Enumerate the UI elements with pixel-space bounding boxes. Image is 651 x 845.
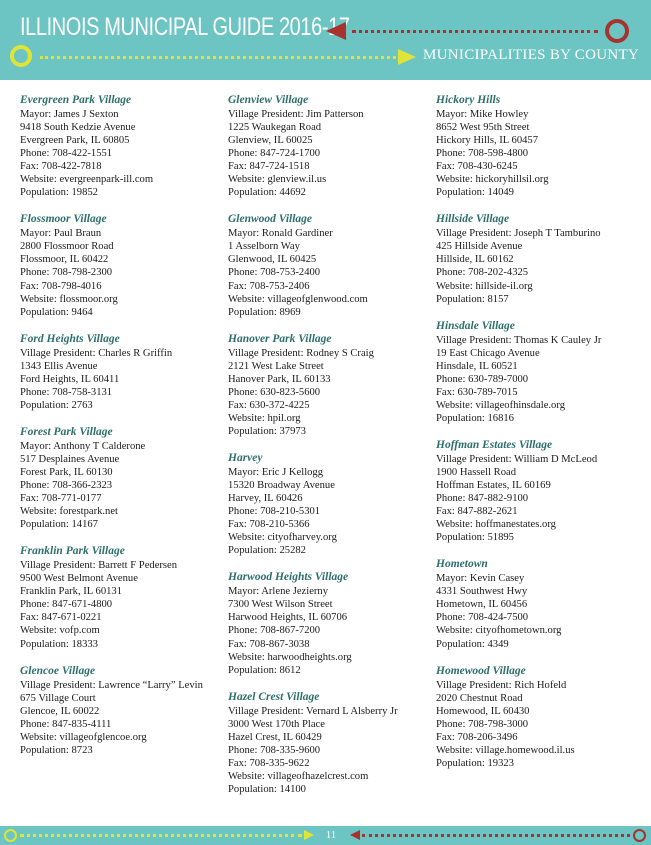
municipality-detail-line: Website: evergreenpark-ill.com [20,174,154,186]
circle-icon [10,45,32,67]
municipality-detail-line: Phone: 708-798-3000 [436,718,529,730]
municipality-detail-line: 4331 Southwest Hwy [436,586,528,598]
municipality-detail-line: Village President: Joseph T Tamburino [436,228,601,240]
municipality-detail-line: 517 Desplaines Avenue [20,453,120,465]
municipality-detail-line: Hinsdale, IL 60521 [436,360,518,372]
dotted-line-decoration [20,834,302,837]
municipality-detail-line: Hometown, IL 60456 [436,599,528,611]
municipality-detail-line: Phone: 708-366-2323 [20,480,113,492]
municipality-detail-line: Population: 18333 [20,638,98,650]
municipality-detail-line: Mayor: Paul Braun [20,228,102,240]
municipality-detail-line: Phone: 708-798-2300 [20,267,113,279]
municipality-detail-line: Website: cityofhometown.org [436,625,562,637]
municipality-detail-line: Website: forestpark.net [20,506,118,518]
municipality-detail-line: Website: cityofharvey.org [228,532,337,544]
municipality-name: Harwood Heights Village [228,571,349,584]
municipality-detail-line: Population: 8969 [228,306,301,318]
page-header [0,0,651,80]
municipality-detail-line: Phone: 708-424-7500 [436,612,529,624]
municipality-detail-line: Phone: 847-671-4800 [20,599,113,611]
municipality-detail-line: Website: villageofhazelcrest.com [228,770,369,782]
circle-icon [4,829,17,842]
municipality-detail-line: 675 Village Court [20,692,96,704]
municipality-detail-line: Fax: 708-771-0177 [20,493,102,505]
municipality-detail-line: Village President: Vernard L Alsberry Jr [228,705,398,717]
municipality-name: Evergreen Park Village [20,94,132,106]
municipality-detail-line: Hillside, IL 60162 [436,254,514,266]
municipality-detail-line: Fax: 708-422-7818 [20,161,102,173]
municipality-detail-line: Flossmoor, IL 60422 [20,254,109,266]
circle-icon [605,19,629,43]
municipality-detail-line: Population: 9464 [20,306,93,318]
municipality-detail-line: Mayor: Kevin Casey [436,573,525,585]
municipality-name: Homewood Village [436,664,526,677]
municipality-entry [436,212,636,305]
municipality-detail-line: Phone: 708-753-2400 [228,267,321,279]
municipality-entry [20,544,220,650]
municipality-name: Hillside Village [436,213,510,226]
municipality-detail-line: Website: harwoodheights.org [228,651,352,663]
municipality-detail-line: 15320 Broadway Avenue [228,480,335,492]
municipality-detail-line: Village President: Barrett F Pedersen [20,560,178,572]
municipality-name: Franklin Park Village [20,545,125,558]
municipality-detail-line: Franklin Park, IL 60131 [20,586,123,598]
municipality-name: Hometown [436,558,488,571]
page-footer [0,826,651,845]
municipality-detail-line: Ford Heights, IL 60411 [20,373,120,385]
municipality-detail-line: Population: 2763 [20,399,93,411]
municipality-detail-line: Mayor: Eric J Kellogg [228,466,324,478]
municipality-detail-line: Hoffman Estates, IL 60169 [436,480,551,492]
municipality-detail-line: Fax: 708-210-5366 [228,519,310,531]
dotted-line-decoration [40,56,396,59]
municipality-detail-line: Population: 14100 [228,783,306,795]
municipality-name: Hazel Crest Village [228,690,320,703]
municipality-detail-line: Fax: 708-335-9622 [228,757,310,769]
municipality-detail-line: Phone: 708-867-7200 [228,625,321,637]
municipality-detail-line: Village President: Lawrence “Larry” Levin [20,679,203,691]
municipality-detail-line: 1900 Hassell Road [436,466,517,478]
municipality-detail-line: Fax: 708-430-6245 [436,161,518,173]
right-arrow-icon [398,49,416,65]
municipality-entry [228,212,428,318]
page-number: 11 [325,829,337,841]
page-title: ILLINOIS MUNICIPAL GUIDE 2016-17 [20,13,350,41]
municipality-detail-line: Phone: 847-835-4111 [20,718,112,730]
municipality-entry [20,664,220,757]
municipality-detail-line: Fax: 847-671-0221 [20,612,102,624]
municipality-entry [436,319,636,425]
municipality-name: Glencoe Village [20,664,96,677]
municipality-name: Hanover Park Village [228,332,332,345]
municipality-entry [436,93,636,199]
municipality-detail-line: Evergreen Park, IL 60805 [20,135,130,147]
municipality-detail-line: Harvey, IL 60426 [228,493,303,505]
left-arrow-icon [326,22,346,40]
municipality-detail-line: 19 East Chicago Avenue [436,347,540,359]
municipality-detail-line: Hickory Hills, IL 60457 [436,135,539,147]
municipality-detail-line: Population: 4349 [436,638,509,650]
municipality-detail-line: Village President: William D McLeod [436,453,598,465]
municipality-detail-line: Homewood, IL 60430 [436,705,530,717]
municipality-name: Glenwood Village [228,213,313,226]
municipality-entry [436,438,636,544]
municipality-detail-line: Fax: 630-789-7015 [436,386,518,398]
municipality-detail-line: Phone: 708-758-3131 [20,386,113,398]
municipality-detail-line: 1225 Waukegan Road [228,122,322,134]
municipality-entry [436,557,636,650]
municipality-detail-line: Fax: 847-882-2621 [436,506,518,518]
left-arrow-icon [350,830,360,840]
municipality-detail-line: Phone: 708-335-9600 [228,744,321,756]
municipality-detail-line: Website: hillside-il.org [436,280,533,292]
municipality-detail-line: Glencoe, IL 60022 [20,705,100,717]
section-subtitle: MUNICIPALITIES BY COUNTY [423,47,640,63]
municipality-detail-line: Website: hpil.org [228,412,301,424]
municipality-detail-line: 2020 Chestnut Road [436,692,523,704]
directory-column [20,93,220,770]
municipality-detail-line: Website: hickoryhillsil.org [436,174,549,186]
dotted-line-decoration [362,834,630,837]
municipality-detail-line: Village President: Jim Patterson [228,109,364,120]
municipality-detail-line: Population: 16816 [436,412,514,424]
municipality-detail-line: Population: 51895 [436,532,514,544]
municipality-name: Forest Park Village [20,425,113,438]
municipality-detail-line: Population: 8723 [20,744,93,756]
municipality-detail-line: Population: 19852 [20,187,98,199]
right-arrow-icon [304,830,314,840]
municipality-detail-line: Population: 14167 [20,519,98,531]
municipality-detail-line: 2800 Flossmoor Road [20,241,114,253]
municipality-detail-line: Phone: 847-882-9100 [436,493,529,505]
municipality-detail-line: 7300 West Wilson Street [228,599,333,611]
municipality-detail-line: 3000 West 170th Place [228,718,325,730]
municipality-detail-line: Phone: 630-823-5600 [228,386,321,398]
municipality-entry [228,332,428,438]
municipality-entry [228,570,428,676]
municipality-detail-line: Phone: 708-422-1551 [20,148,113,160]
municipality-entry [228,690,428,796]
municipality-detail-line: Glenwood, IL 60425 [228,254,317,266]
municipality-detail-line: Mayor: Mike Howley [436,109,529,120]
municipality-name: Flossmoor Village [20,213,107,226]
municipality-detail-line: Fax: 708-753-2406 [228,280,310,292]
municipality-detail-line: Village President: Thomas K Cauley Jr [436,334,602,346]
municipality-detail-line: Forest Park, IL 60130 [20,466,113,478]
municipality-name: Hoffman Estates Village [436,438,553,451]
municipality-detail-line: Website: hoffmanestates.org [436,519,556,531]
municipality-entry [20,425,220,531]
municipality-detail-line: Population: 14049 [436,187,514,199]
municipality-detail-line: 1343 Ellis Avenue [20,360,98,372]
municipality-detail-line: Website: villageofglenwood.com [228,293,368,305]
municipality-detail-line: Website: vofp.com [20,625,100,637]
municipality-detail-line: Website: village.homewood.il.us [436,744,575,756]
municipality-detail-line: Fax: 708-206-3496 [436,731,518,743]
municipality-detail-line: Mayor: Arlene Jezierny [228,586,329,598]
municipality-detail-line: Phone: 708-598-4800 [436,148,529,160]
municipality-detail-line: Hanover Park, IL 60133 [228,373,331,385]
municipality-detail-line: Village President: Rich Hofeld [436,679,567,691]
municipality-detail-line: 1 Asselborn Way [228,241,300,253]
municipality-detail-line: Website: villageofhinsdale.org [436,399,565,411]
municipality-detail-line: Population: 19323 [436,757,514,769]
municipality-detail-line: Population: 25282 [228,545,306,557]
directory-column [228,93,428,809]
municipality-detail-line: Glenview, IL 60025 [228,135,313,147]
municipality-entry [228,451,428,557]
circle-icon [633,829,646,842]
municipality-detail-line: Fax: 708-798-4016 [20,280,102,292]
municipality-detail-line: Population: 8157 [436,293,509,305]
municipality-detail-line: Mayor: James J Sexton [20,109,119,120]
municipality-detail-line: Phone: 630-789-7000 [436,373,529,385]
municipality-detail-line: 425 Hillside Avenue [436,241,523,253]
municipality-detail-line: Website: flossmoor.org [20,293,118,305]
municipality-detail-line: Phone: 847-724-1700 [228,148,321,160]
municipality-detail-line: Population: 8612 [228,664,301,676]
municipality-name: Glenview Village [228,94,309,106]
municipality-detail-line: 8652 West 95th Street [436,122,530,134]
municipality-detail-line: Harwood Heights, IL 60706 [228,612,348,624]
municipality-detail-line: Fax: 708-867-3038 [228,638,310,650]
municipality-detail-line: 2121 West Lake Street [228,360,324,372]
municipality-name: Hinsdale Village [436,319,515,332]
municipality-detail-line: 9500 West Belmont Avenue [20,573,138,585]
municipality-entry [20,212,220,318]
municipality-entry [436,664,636,770]
municipality-detail-line: Fax: 630-372-4225 [228,399,310,411]
municipality-detail-line: Website: villageofglencoe.org [20,731,147,743]
municipality-detail-line: 9418 South Kedzie Avenue [20,122,136,134]
municipality-detail-line: Mayor: Anthony T Calderone [20,440,146,452]
municipality-detail-line: Village President: Charles R Griffin [20,347,173,359]
municipality-detail-line: Population: 37973 [228,425,306,437]
dotted-line-decoration [352,30,598,33]
municipality-detail-line: Website: glenview.il.us [228,174,327,186]
municipality-detail-line: Fax: 847-724-1518 [228,161,310,173]
municipality-entry [228,93,428,199]
municipality-detail-line: Population: 44692 [228,187,306,199]
municipality-entry [20,93,220,199]
municipality-name: Ford Heights Village [20,332,120,345]
municipality-entry [20,332,220,412]
directory-column [436,93,636,783]
municipality-detail-line: Mayor: Ronald Gardiner [228,228,333,240]
municipality-detail-line: Phone: 708-202-4325 [436,267,529,279]
municipality-detail-line: Village President: Rodney S Craig [228,347,374,359]
municipality-detail-line: Hazel Crest, IL 60429 [228,731,322,743]
municipality-name: Hickory Hills [436,94,501,106]
municipality-detail-line: Phone: 708-210-5301 [228,506,321,518]
municipality-name: Harvey [228,451,263,464]
